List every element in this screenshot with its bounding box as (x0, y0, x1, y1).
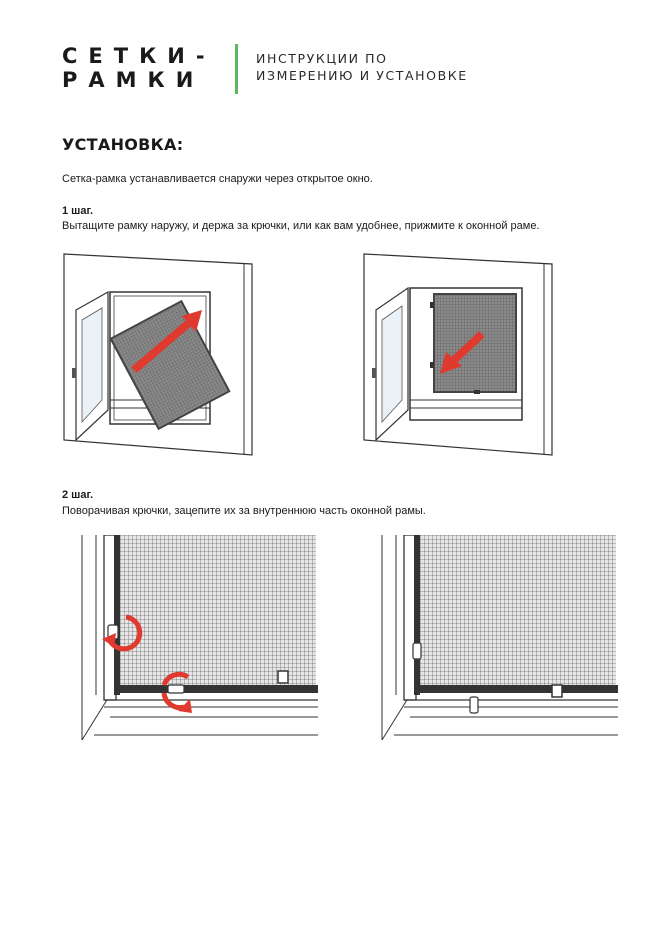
subtitle-line-1: ИНСТРУКЦИИ ПО (256, 51, 388, 66)
step-1-title: 1 шаг. (62, 205, 93, 217)
subtitle-line-2: ИЗМЕРЕНИЮ И УСТАНОВКЕ (256, 68, 468, 83)
step-2-figure-b (380, 535, 620, 745)
step-2-figure-a (80, 535, 320, 745)
step-1-text: Вытащите рамку наружу, и держа за крючки, или как вам удобнее, прижмите к оконной раме. (62, 220, 540, 232)
brand-line-1: СЕТКИ- (62, 44, 216, 68)
step-1-figure-b (362, 250, 562, 460)
section-title: УСТАНОВКА: (62, 135, 184, 154)
brand-line-2: РАМКИ (62, 68, 205, 92)
header-subtitle (256, 50, 516, 84)
header-divider (235, 44, 238, 94)
brand-logo (62, 44, 242, 92)
step-2-text: Поворачивая крючки, зацепите их за внутреннюю часть оконной рамы. (62, 505, 426, 517)
step-2-title: 2 шаг. (62, 489, 93, 501)
section-intro: Сетка-рамка устанавливается снаружи через открытое окно. (62, 173, 373, 185)
step-1-figure-a (62, 250, 262, 460)
